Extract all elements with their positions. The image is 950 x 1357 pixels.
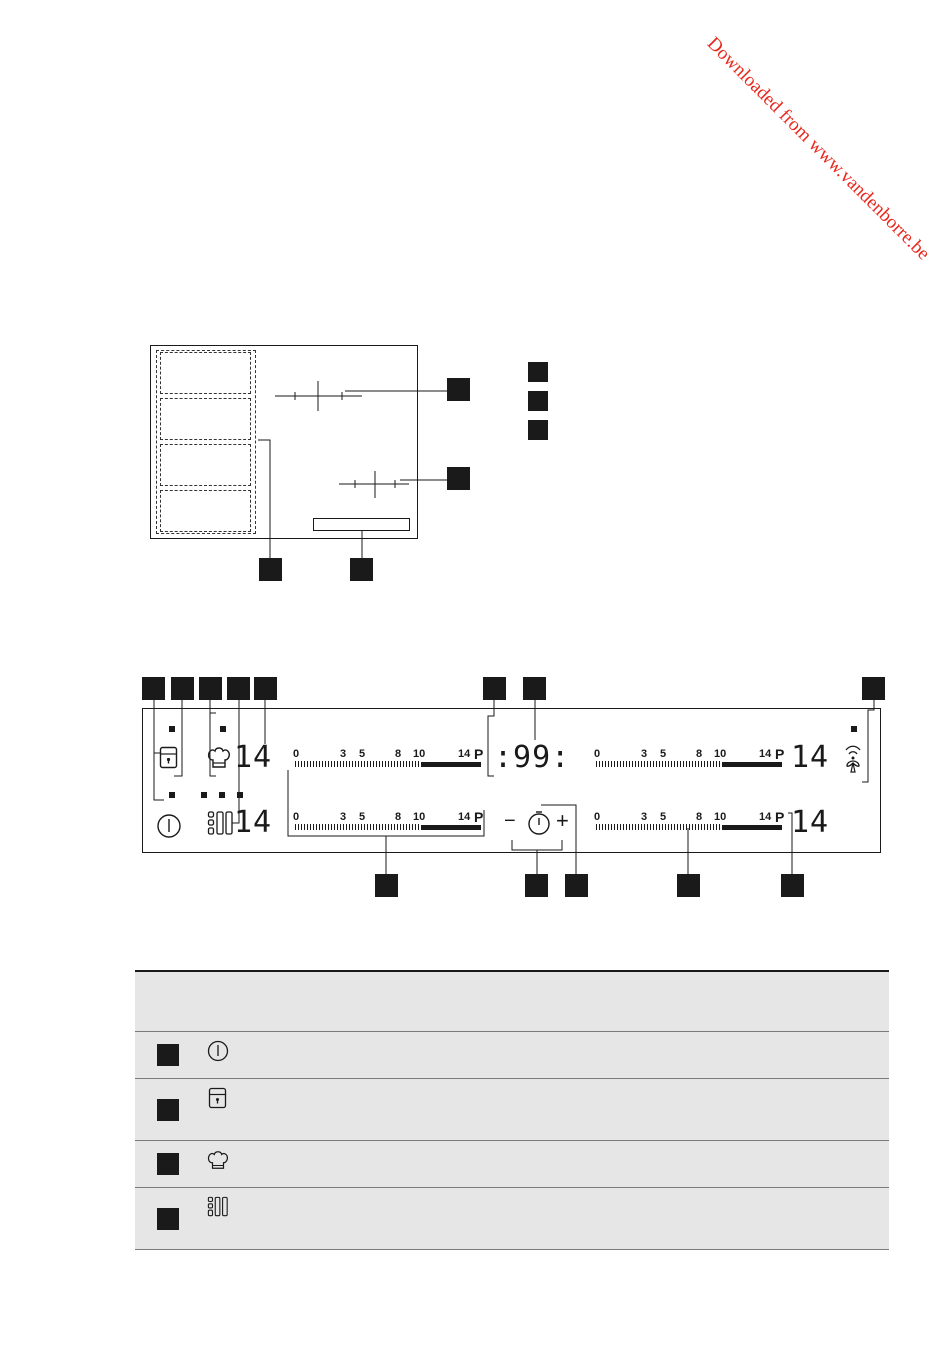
table-header	[135, 970, 889, 1032]
leader-lines	[0, 0, 950, 600]
scale-label: 0	[293, 748, 300, 760]
row-number-marker	[157, 1153, 179, 1175]
zone-power-display: 14	[234, 805, 273, 840]
zone-power-display: 14	[234, 740, 273, 775]
scale-label: 0	[293, 811, 300, 823]
callout-marker	[447, 467, 470, 490]
scale-label: 14	[458, 811, 471, 823]
scale-label: 8	[395, 748, 402, 760]
scale-label: P	[775, 746, 785, 762]
scale-label: 14	[458, 748, 471, 760]
scale-label: 10	[413, 748, 426, 760]
chef-hat-icon	[207, 1149, 229, 1171]
zone-power-display: 14	[791, 805, 830, 840]
table-row	[135, 1079, 889, 1141]
scale-label: 5	[359, 811, 366, 823]
scale-label: 10	[714, 748, 727, 760]
leader-lines	[0, 660, 950, 900]
scale-label: 3	[641, 811, 648, 823]
legend-marker	[528, 420, 548, 440]
scale-label: 10	[714, 811, 727, 823]
row-number-marker	[157, 1208, 179, 1230]
scale-label: 8	[696, 748, 703, 760]
row-number-marker	[157, 1099, 179, 1121]
watermark: Downloaded from www.vandenborre.be	[702, 33, 934, 265]
scale-label: 3	[641, 748, 648, 760]
scale-label: 3	[340, 748, 347, 760]
timer-minus-button[interactable]: −	[504, 810, 516, 832]
scale-label: 10	[413, 811, 426, 823]
table-row	[135, 1188, 889, 1250]
timer-display: :99:	[494, 740, 571, 775]
scale-label: 14	[759, 811, 772, 823]
scale-label: P	[775, 809, 785, 825]
callout-marker	[781, 874, 804, 897]
callout-marker	[350, 558, 373, 581]
scale-label: P	[474, 809, 484, 825]
scale-label: 8	[696, 811, 703, 823]
callout-marker	[677, 874, 700, 897]
scale-label: 0	[594, 811, 601, 823]
scale-label: 0	[594, 748, 601, 760]
scale-label: 5	[660, 811, 667, 823]
callout-marker	[525, 874, 548, 897]
power-icon	[207, 1040, 229, 1062]
callout-marker	[259, 558, 282, 581]
scale-label: P	[474, 746, 484, 762]
legend-marker	[528, 362, 548, 382]
callout-marker	[375, 874, 398, 897]
table-row	[135, 1141, 889, 1188]
scale-label: 3	[340, 811, 347, 823]
bridge-icon	[207, 1196, 229, 1218]
callout-marker	[447, 378, 470, 401]
row-number-marker	[157, 1044, 179, 1066]
scale-label: 14	[759, 748, 772, 760]
legend-marker	[528, 391, 548, 411]
scale-label: 8	[395, 811, 402, 823]
scale-label: 5	[359, 748, 366, 760]
table-row	[135, 1032, 889, 1079]
callout-marker	[565, 874, 588, 897]
scale-label: 5	[660, 748, 667, 760]
lock-icon	[207, 1087, 229, 1109]
zone-power-display: 14	[791, 740, 830, 775]
timer-plus-button[interactable]: +	[556, 808, 569, 833]
